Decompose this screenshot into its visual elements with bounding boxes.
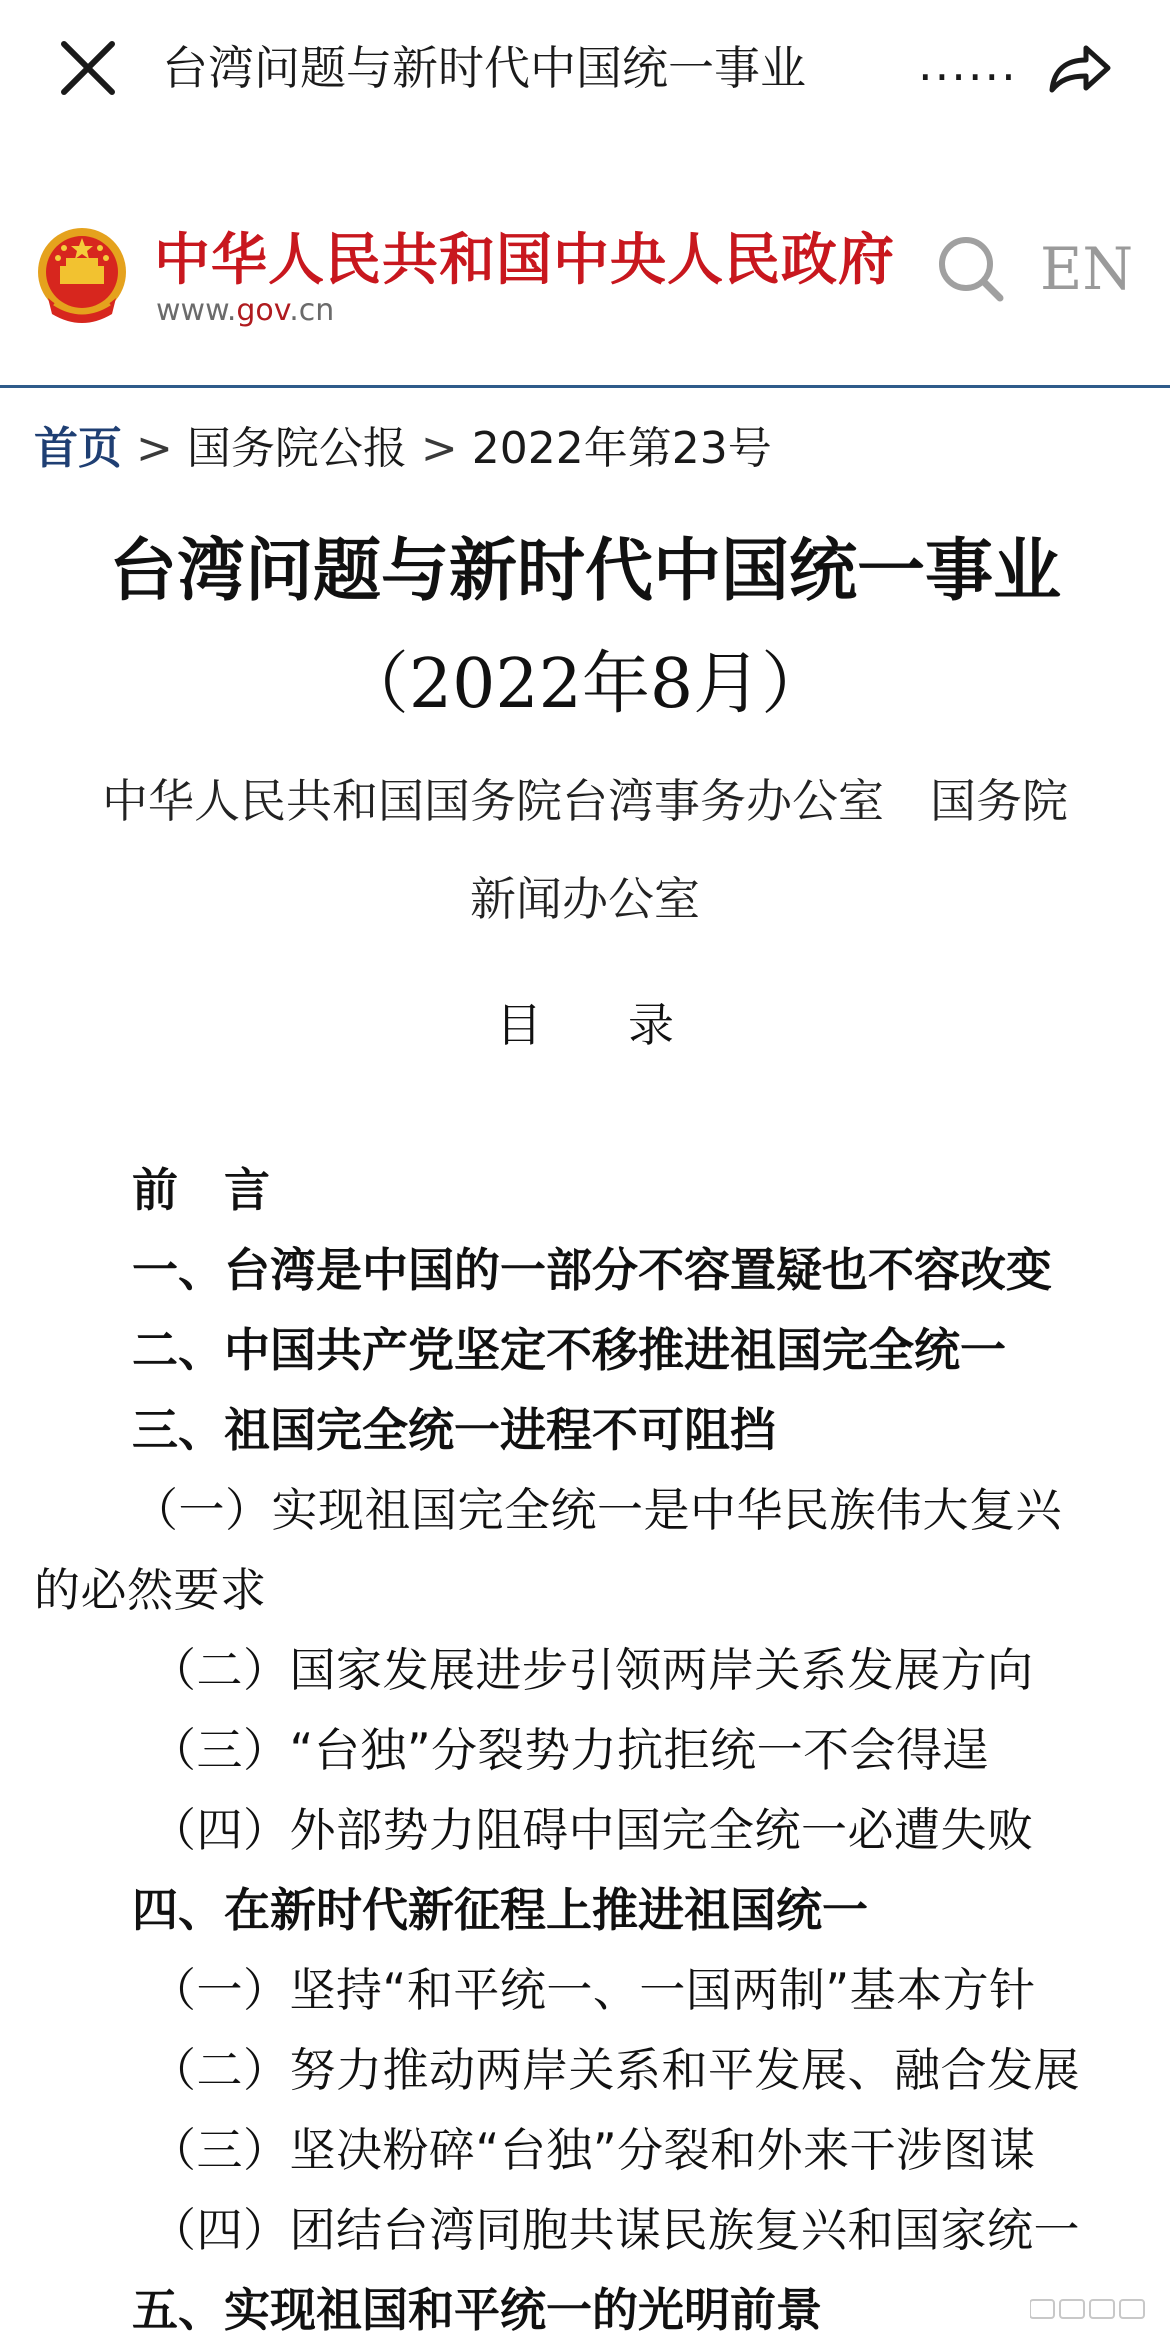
toc-subitem[interactable]: （二）国家发展进步引领两岸关系发展方向 [150, 1643, 1034, 1697]
toc-item[interactable]: 一、台湾是中国的一部分不容置疑也不容改变 [132, 1243, 1052, 1297]
breadcrumb-issue-link[interactable]: 2022年第23号 [471, 423, 772, 474]
toc-subitem[interactable]: （三）坚决粉碎“台独”分裂和外来干涉图谋 [150, 2123, 1036, 2177]
english-language-button[interactable]: EN [1040, 235, 1134, 303]
toc-subitem[interactable]: （一）实现祖国完全统一是中华民族伟大复兴 [132, 1483, 1062, 1537]
share-icon[interactable] [1044, 36, 1114, 100]
toc-item[interactable]: 四、在新时代新征程上推进祖国统一 [132, 1883, 868, 1937]
national-emblem-logo[interactable] [34, 224, 130, 328]
article-title: 台湾问题与新时代中国统一事业 [108, 532, 1061, 611]
toc-subitem[interactable]: （四）外部势力阻碍中国完全统一必遭失败 [150, 1803, 1034, 1857]
watermark-mark [1030, 2296, 1150, 2322]
close-icon[interactable] [56, 36, 120, 100]
toc-item[interactable]: 五、实现祖国和平统一的光明前景 [132, 2283, 822, 2337]
site-url [156, 292, 334, 330]
article-source-line: 中华人民共和国国务院台湾事务办公室 国务院 [102, 774, 1068, 828]
toc-item[interactable]: 前 言 [132, 1163, 270, 1217]
toc-subitem-continuation[interactable]: 的必然要求 [34, 1563, 267, 1617]
app-top-bar [0, 0, 1170, 132]
toc-item[interactable]: 三、祖国完全统一进程不可阻挡 [132, 1403, 776, 1457]
breadcrumb [34, 420, 772, 480]
site-url-prefix: www. [156, 293, 237, 328]
breadcrumb-separator: > [420, 423, 458, 474]
article-date: （2022年8月） [340, 645, 830, 724]
breadcrumb-separator: > [136, 423, 173, 474]
toc-subitem[interactable]: （四）团结台湾同胞共谋民族复兴和国家统一 [150, 2203, 1080, 2257]
toc-item[interactable]: 二、中国共产党坚定不移推进祖国完全统一 [132, 1323, 1006, 1377]
site-name[interactable]: 中华人民共和国中央人民政府 [154, 228, 895, 293]
more-options-button[interactable]: ...... [918, 37, 1018, 91]
toc-subitem[interactable]: （二）努力推动两岸关系和平发展、融合发展 [150, 2043, 1080, 2097]
site-url-suffix: .cn [289, 293, 335, 328]
search-icon[interactable] [934, 232, 1008, 306]
toc-subitem[interactable]: （一）坚持“和平统一、一国两制”基本方针 [150, 1963, 1036, 2017]
page-title: 台湾问题与新时代中国统一事业 [162, 41, 806, 95]
toc-heading: 目录 [496, 998, 760, 1052]
toc-subitem[interactable]: （三）“台独”分裂势力抗拒统一不会得逞 [150, 1723, 990, 1777]
article-source [40, 752, 1130, 948]
site-header [0, 132, 1170, 388]
breadcrumb-bulletin-link[interactable]: 国务院公报 [186, 423, 407, 474]
breadcrumb-home-link[interactable]: 首页 [34, 423, 122, 474]
article-source-line: 新闻办公室 [470, 872, 700, 926]
site-url-accent: gov [236, 293, 290, 328]
